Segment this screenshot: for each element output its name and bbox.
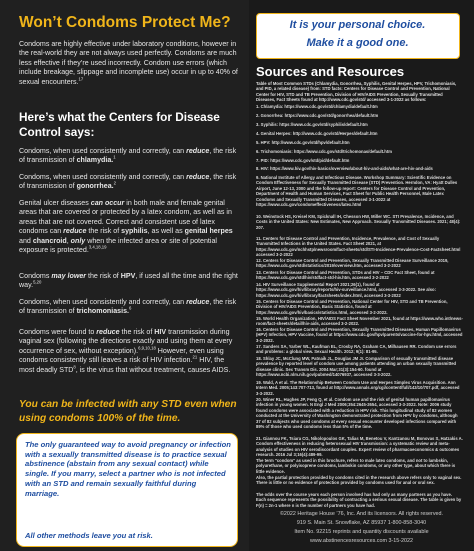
trichomoniasis-paragraph: Condoms, when used consistently and correctly, can reduce, the risk of transmission of trichomoniasis.$^6$ [19, 298, 237, 316]
abstinence-callout [16, 433, 238, 547]
personal-choice-box [256, 13, 460, 59]
reference-item: 12. Centers for Disease Control and Prevention, Sexually Transmitted Disease Surveillance 2019, https://www.cdc.gov/std/statistics/2019/overview.htm, accessed 3-2-2022 [256, 258, 449, 269]
reference-item: 20. Winer RL, Hughes JP, Feng Q, et al. Condom use and the risk of genital human papillomavirus infection in young women. N Engl J Med 2006;354:2645-2654, accessed 3-3-2022. Note: 2006 study found condoms were associated with a reduction in HPV risk. This longitudinal study of 82 women conducted at the University of Washington demonstrated protection from HPV by condoms, although 37 of 82 subjects who used condoms at every sexual encounter developed infections compared with 89% of those who used condoms less than 5% of the time. [256, 397, 458, 430]
item-number-line: Item No. 92215 reprints and quantity discounts available [294, 529, 429, 535]
reference-item: 3. Syphilis: https://www.cdc.gov/std/syphilis/default.htm [256, 122, 368, 127]
copyright-line: ©2022 Heritage House ’76, Inc. And its licensors. All rights reserved. [279, 511, 444, 517]
reference-item: 17. Sanders SA, Yarber WL, Kaufman EL, Crosby RA, Graham CA, Milhausen RR. Condom use errors and problems: a global view. Sexual Health. 2012; 9(1): 81-95. [256, 344, 457, 355]
ulcer-paragraph: Genital ulcer diseases can occur in both male and female genital areas that are covered or protected by a latex condom, as well as in areas that are not covered. Correct and consistent use of latex condoms can reduce the risk of syphilis, as well as genital herpes and chancroid, only when the infected area or site of potential exposure is protected.$^{3,4,18,19}$ [19, 199, 233, 255]
choice-line-2: Make it a good one. [306, 37, 409, 49]
intro-paragraph: Condoms are highly effective under laboratory conditions, however in the real-world they are not always used perfectly. Condoms are much less effective if they’re used incorrectly. Condom use errors (which include breakage, slippage and incomplete use) occur in up to 40% of sexual encounters.$^{17}$ [19, 40, 238, 86]
reference-item: 15. World Health Organization, HIV/AIDS Fact Sheet November 2021, found at https://www.who.int/news-room/fact-sheets/detail/hiv-aids, accessed 3-2-2022. [256, 316, 463, 327]
abstinence-text: The only guaranteed way to avoid pregnancy or infection with a sexually transmitted disease is to practice sexual abstinence (abstain from any sexual contact) while single. If you marry, select a partner who is not infected with an STD and remain sexually faithful during marriage. [25, 440, 231, 498]
reference-item: 11. Centers for Disease Control and Prevention, Incidence, Prevalence, and Cost of Sexually Transmitted Infections in the United States. Fact Sheet 2021, at https://www.cdc.gov/nchhstp/newsroom/fact-sheets/std/STI-Incidence-Prevalence-Cost-Factsheet.html accessed 3-2-2022 [256, 236, 461, 258]
reference-item: 7. PID: https://www.cdc.gov/std/pid/default.htm [256, 158, 350, 163]
reference-item: 9. National Institute of Allergy and Infectious Disease. Workshop Summary: Scientific Evidence on Condom Effectiveness for Sexually Transmitted Disease (STD) Prevention. Herndon, VA: Hyatt Dulles Airport, June 12-13, 2000 and the follow-up report: Centers for Disease Control and Prevention, Department of Health and Human Services, Fact Sheet for Public Health Personnel, Male Latex Condoms and Sexually Transmitted Diseases, accessed 3-1-2022 at https://www.cdc.gov/condomeffectiveness/latex.html [256, 175, 458, 208]
chlamydia-paragraph: Condoms, when used consistently and correctly, can reduce, the risk of transmission of chlamydia.$^1$ [19, 147, 237, 165]
reference-item: 10. Weinstock HS, Kreisel KM, Spicknall IH, Chesson HW, Miller WC. STI Prevalence, Incidence, and Costs in the United States: New Estimates, New Approach. Sexually Transmitted Diseases. 2021; 48(4): 207. [256, 214, 461, 230]
reference-item: 18. Shlay JC, McClung MW, Patnaik JL, Douglas JM Jr. Comparison of sexually transmitted disease prevalence by reported level of condom use among patients attending an urban sexually transmitted disease clinic. Sex Transm Dis. 2004 Mar;31(3):154-60. found at https://www.ncbi.nlm.nih.gov/pubmed/14076937, accessed 3-3-2022. [256, 356, 457, 378]
sources-title: Sources and Resources [256, 64, 405, 79]
gonorrhea-paragraph: Condoms, when used consistently and correctly, can reduce, the risk of transmission of gonorrhea.$^2$ [19, 173, 237, 191]
cdc-heading: Here’s what the Centers for Disease Control says: [19, 110, 220, 139]
reference-item: 4. Genital Herpes: http://www.cdc.gov/std/Herpes/default.htm [256, 131, 378, 136]
reference-item: 6. Trichomoniasis: https://www.cdc.gov/std/trichomonas/default.htm [256, 149, 392, 154]
partial-protection-note: Also, the partial protection provided by condoms cited in the research above refers only to vaginal sex. There is little or no evidence of protection provided by condoms used for anal or oral sex. [256, 475, 462, 486]
choice-line-1: It is your personal choice. [289, 19, 426, 31]
reference-item: 13. Centers for Disease Control and Prevention, STDs and HIV – CDC Fact Sheet, found at https://www.cdc.gov/std/hiv/stdfact-std-hiv.htm, accessed 3-2-2022 [256, 270, 435, 281]
other-methods-text: All other methods leave you at risk. [25, 531, 153, 540]
website-line[interactable]: www.abstinencesresources.com 3-15-2022 [309, 538, 414, 544]
reference-item: 5. HPV: http://www.cdc.gov/std/hpv/default.htm [256, 140, 350, 145]
reference-item: 21. Giannou FK, Tsiara CG, Nikolopoulos GK, Talias M, Benetou V, Kantzanou M, Bonovas S, Hatzakis A. Condom effectiveness in reducing heterosexual HIV transmission: a systematic review and meta-analysis of studies on HIV serodiscordant couples. Expert review of pharmacoeconomics & outcomes research. 2016 Jul 3;16(4):489-99. [256, 436, 463, 458]
condoms-title: Won’t Condoms Protect Me? [19, 14, 231, 31]
sources-table-intro: Table of Most Common STDs (Chlamydia, Gonorrhea, Syphilis, Genital Herpes, HPV, Trichomoniasis, and PID, a related disease) from: STD facts: Centers for Disease Control and Prevention, National Center for HIV, STD and TB Prevention, Division of HIV/AIDS Prevention, Sexually Transmitted Diseases, Fact Sheets found at http://www.cdc.gov/std/ accessed 3-1-2022 as follows: [256, 81, 457, 102]
footer [249, 510, 474, 546]
hiv-paragraph: Condoms were found to reduce the risk of HIV transmission during vaginal sex (following the directions exactly and using them at every occurrence of sex, without exception).$^{6,9,10,18}$ However, even using condoms consistently still leaves a risk of HIV infection.$^{21}$ HIV, the most deadly STD$^8$, is the virus that without treatment, causes AIDS. [19, 328, 233, 374]
hpv-paragraph: Condoms may lower the risk of HPV, if used all the time and the right way.$^{5,20}$ [19, 272, 238, 290]
address-line: 919 S. Main St. Snowflake, AZ 85937 1-800-858-3040 [296, 520, 427, 526]
reference-item: 1. Chlamydia: https://www.cdc.gov/std/chlamydia/default.htm [256, 104, 378, 109]
condom-term-note: The term "condom" as used in this brochure, refers to male latex condoms, and not to lambskin, polyurethane, or polyisoprene condoms, lambskin condoms, or any other type, about which there is little evidence. [256, 458, 456, 474]
any-std-heading: You can be infected with any STD even when using condoms 100% of the time. [19, 399, 237, 424]
reference-item: 15. Centers for Disease Control and Prevention, National Center for HIV, STD and TB Prevention, Division of HIV/AIDS Prevention, Basic Statistics, found at https://www.cdc.gov/hiv/basics/statistics.html, accessed 3-2-2022. [256, 299, 448, 315]
reference-item: 19. Wald, A et al. The Relationship Between Condom Use and Herpes Simplex Virus Acquisition. Ann Intern Med. 2005;143:707-713, found at http://www.annals.org/cgi/content/full/143/10/707.pdf, accessed 3-3-2022. [256, 380, 460, 396]
reference-item: 14. HIV Surveillance Supplemental Report 2021;26(1), found at https://www.cdc.gov/hiv/library/reports/hiv-surveillance.html, accessed 3-3-2022. See also: https://www.cdc.gov/hiv/library/factsheets/index.html, accessed 3-3-2022 [256, 282, 436, 298]
reference-item: 16. Centers for Disease Control and Prevention, Sexually Transmitted Diseases, Human Papillomavirus (HPV) Infection, HPV Vaccine, found at https://www.cdc.gov/hpv/parents/vaccine-for-hpv.html, accessed 3-2-2022. [256, 327, 463, 343]
reference-item: 2. Gonorrhea: https://www.cdc.gov/std/gonorrhea/default.htm [256, 113, 379, 118]
reference-item: 8. HIV: https://www.hiv.gov/hiv-basics/overview/about-hiv-and-aids/what-are-hiv-and-aids [256, 166, 433, 171]
partners-odds-note: The odds over the course years each person involved has had only as many partners as you have. Each sequence represents the possibility of contracting a serious sexual disease. The table is given by F(n) = 2n-1 where n is the number of partners you have had. [256, 492, 462, 508]
